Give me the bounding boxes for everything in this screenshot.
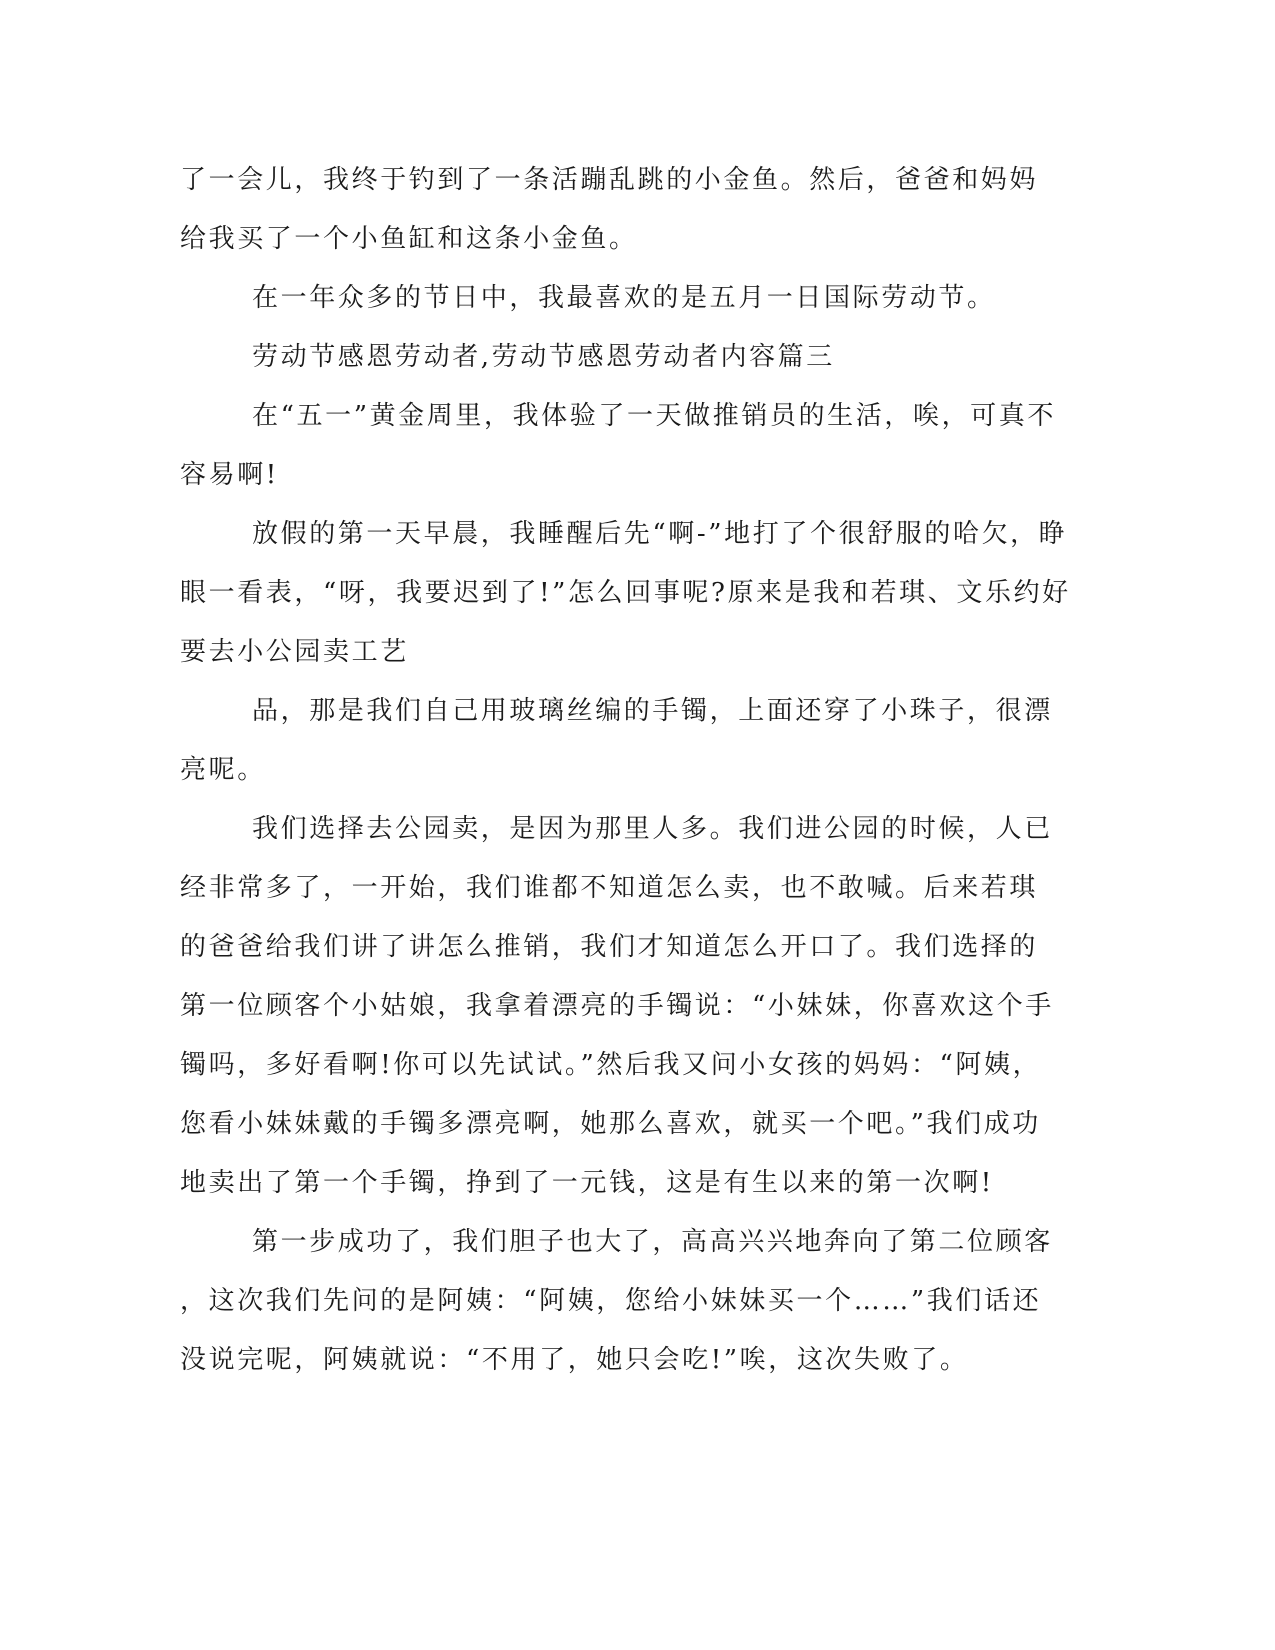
text-line: 眼一看表，“呀，我要迟到了!”怎么回事呢?原来是我和若琪、文乐约好	[180, 578, 1071, 608]
paragraph-start: 品，那是我们自己用玻璃丝编的手镯，上面还穿了小珠子，很漂	[252, 696, 1053, 726]
text-line: 您看小妹妹戴的手镯多漂亮啊，她那么喜欢，就买一个吧。”我们成功	[180, 1109, 1041, 1139]
section-heading: 劳动节感恩劳动者,劳动节感恩劳动者内容篇三	[252, 342, 835, 372]
text-line: 亮呢。	[180, 755, 266, 785]
paragraph-start: 我们选择去公园卖，是因为那里人多。我们进公园的时候，人已	[252, 814, 1053, 844]
paragraph-start: 在一年众多的节日中，我最喜欢的是五月一日国际劳动节。	[252, 283, 996, 313]
text-line: 了一会儿，我终于钓到了一条活蹦乱跳的小金鱼。然后，爸爸和妈妈	[180, 165, 1039, 195]
text-line: ，这次我们先问的是阿姨：“阿姨，您给小妹妹买一个……”我们话还	[180, 1286, 1042, 1316]
paragraph-start: 放假的第一天早晨，我睡醒后先“啊-”地打了个很舒服的哈欠，睁	[252, 519, 1068, 549]
text-line: 第一位顾客个小姑娘，我拿着漂亮的手镯说：“小妹妹，你喜欢这个手	[180, 991, 1054, 1021]
text-line: 的爸爸给我们讲了讲怎么推销，我们才知道怎么开口了。我们选择的	[180, 932, 1039, 962]
paragraph-start: 在“五一”黄金周里，我体验了一天做推销员的生活，唉，可真不	[252, 401, 1056, 431]
text-line: 要去小公园卖工艺	[180, 637, 409, 667]
text-line: 地卖出了第一个手镯，挣到了一元钱，这是有生以来的第一次啊!	[180, 1168, 994, 1198]
text-line: 没说完呢，阿姨就说：“不用了，她只会吃!”唉，这次失败了。	[180, 1345, 969, 1375]
paragraph-start: 第一步成功了，我们胆子也大了，高高兴兴地奔向了第二位顾客	[252, 1227, 1053, 1257]
text-line: 给我买了一个小鱼缸和这条小金鱼。	[180, 224, 638, 254]
text-line: 经非常多了，一开始，我们谁都不知道怎么卖，也不敢喊。后来若琪	[180, 873, 1039, 903]
text-line: 容易啊!	[180, 460, 279, 490]
text-line: 镯吗，多好看啊!你可以先试试。”然后我又问小女孩的妈妈：“阿姨，	[180, 1050, 1042, 1080]
